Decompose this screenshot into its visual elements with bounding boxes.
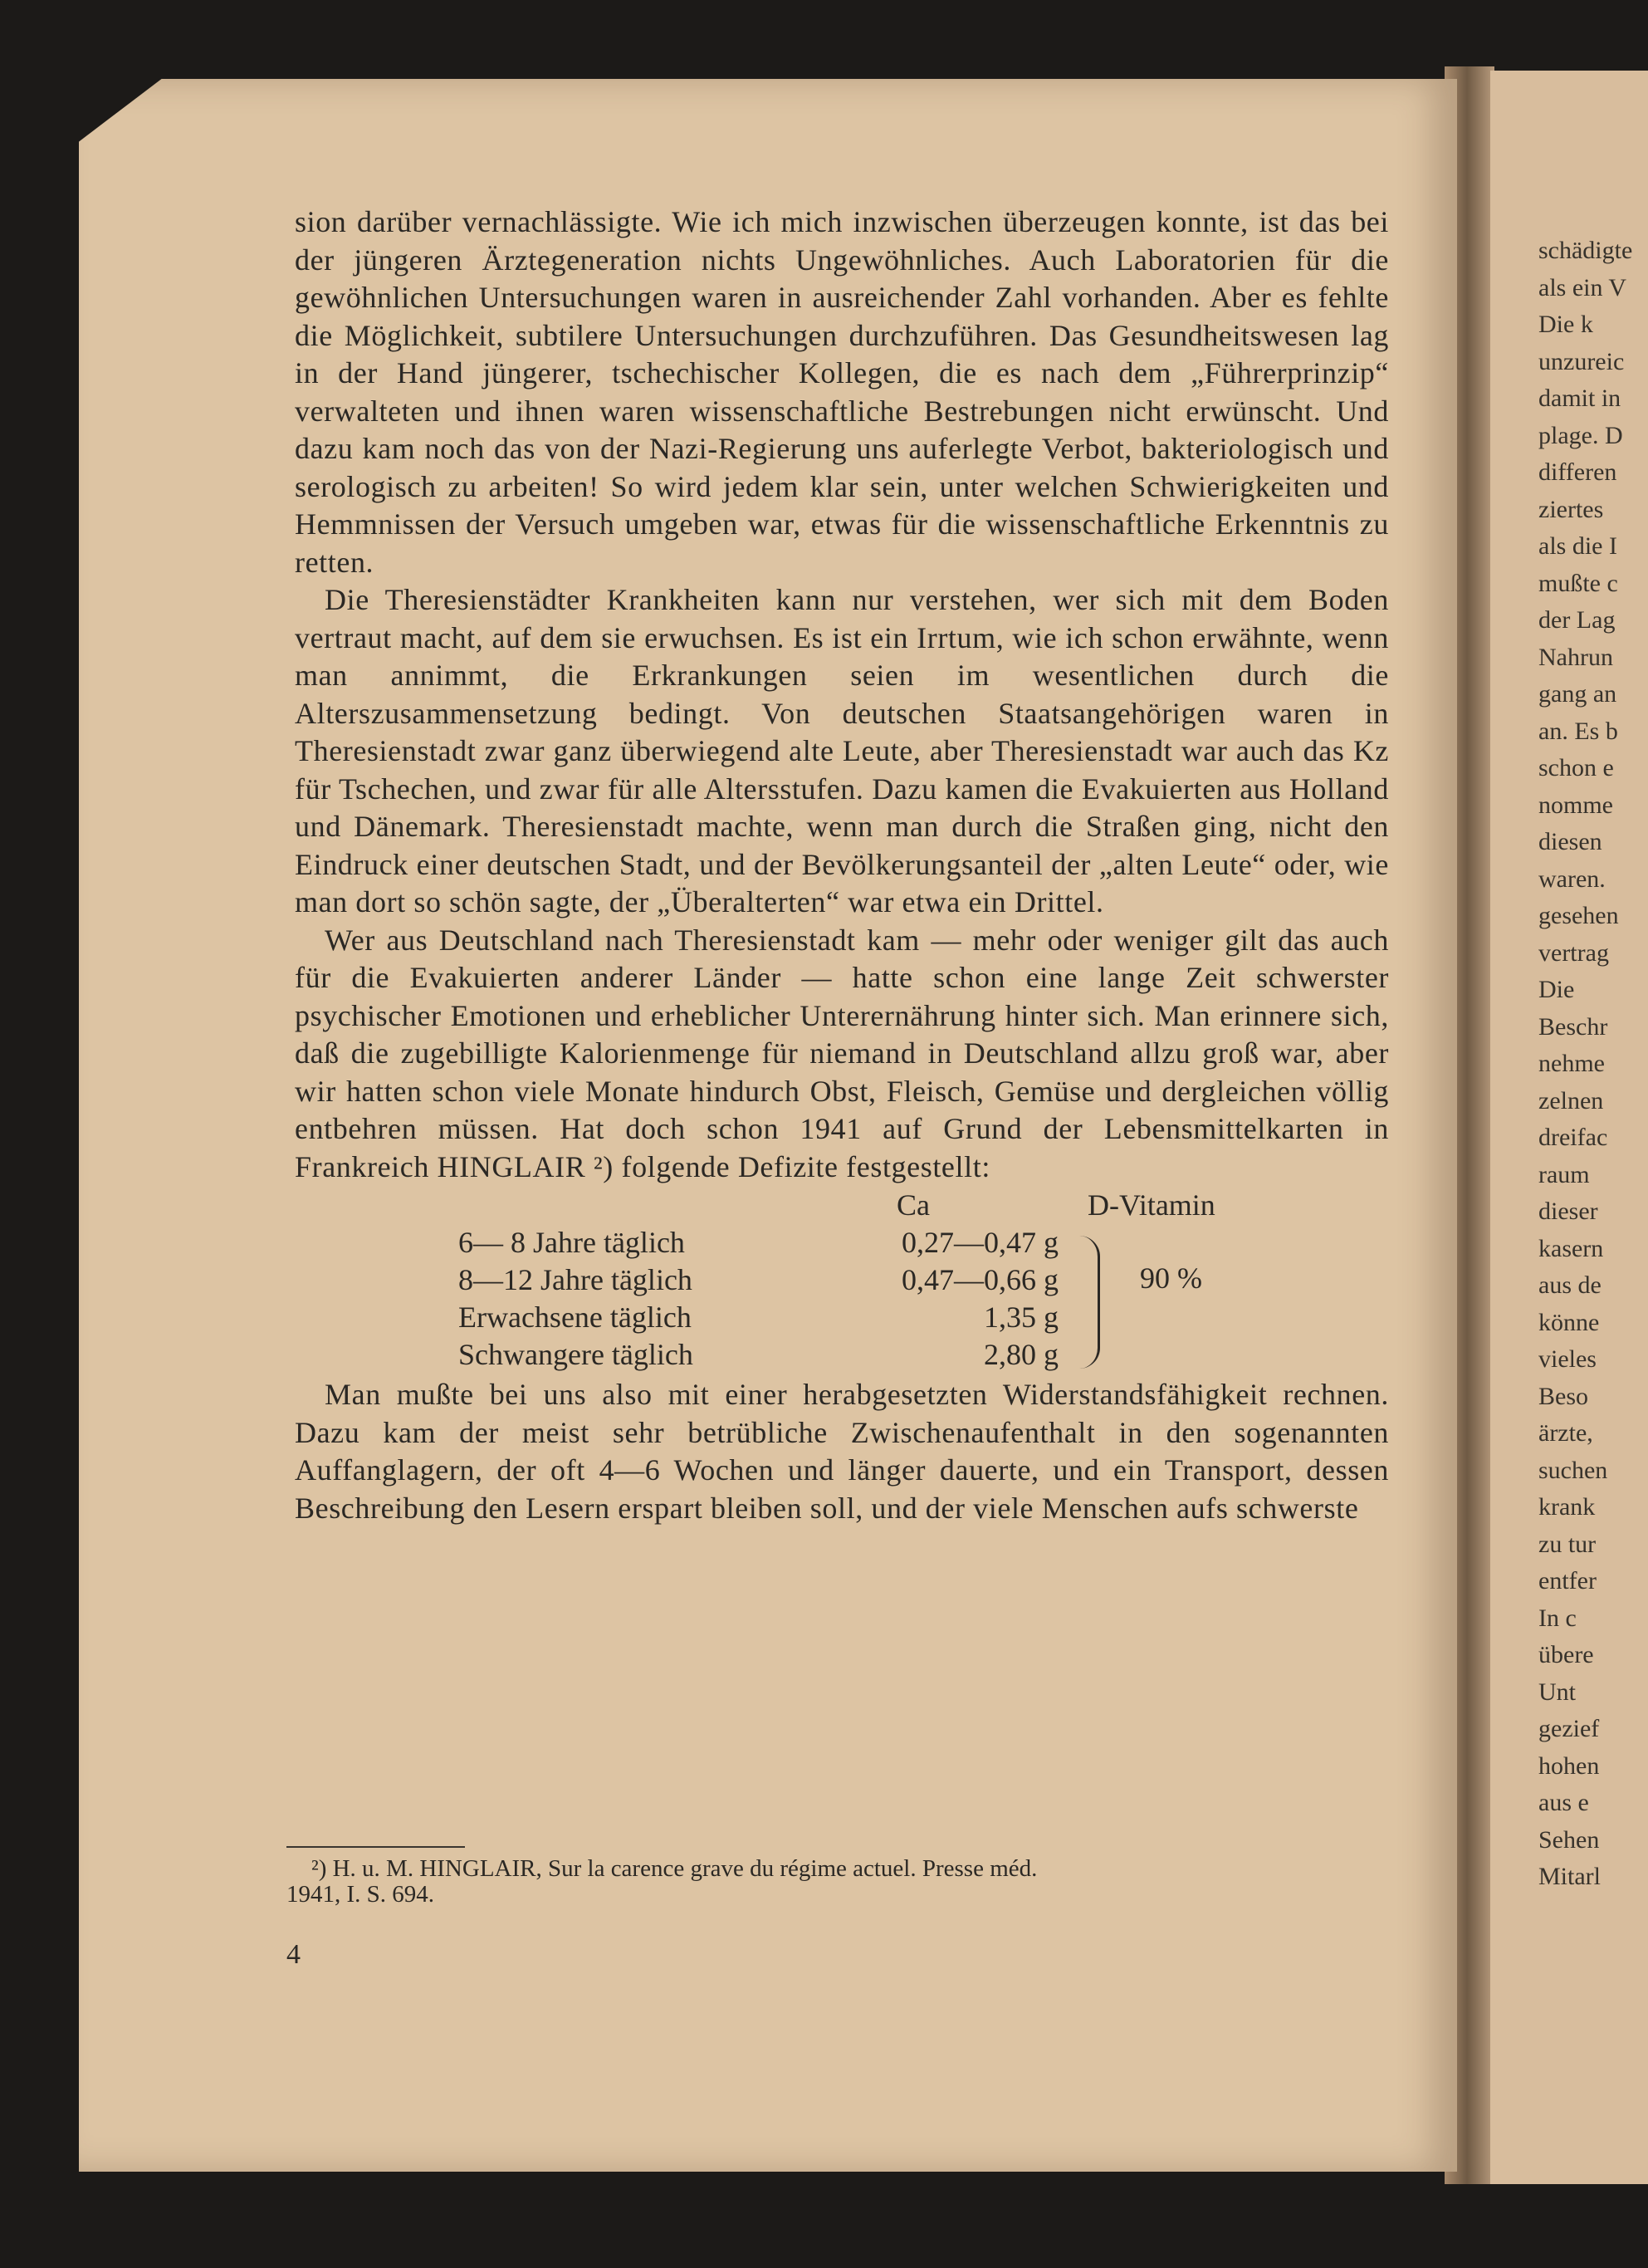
row-value: 0,47—0,66 g [902, 1263, 1059, 1296]
facing-page-fragment: hohen [1538, 1751, 1600, 1780]
facing-page-fragment: In c [1538, 1604, 1577, 1632]
row-value: 2,80 g [984, 1338, 1059, 1371]
facing-page-fragment: zu tur [1538, 1530, 1597, 1558]
row-label: 8—12 Jahre täglich [458, 1263, 692, 1296]
footnote-line: 1941, I. S. 694. [286, 1881, 435, 1908]
facing-page-fragment: differen [1538, 458, 1617, 486]
facing-page-fragment: Unt [1538, 1678, 1576, 1706]
main-text [295, 203, 1389, 1527]
d-vitamin-value: 90 % [1140, 1261, 1202, 1295]
table-row [295, 1337, 1291, 1374]
footnote-line: ²) H. u. M. HINGLAIR, Sur la carence grave du régime actuel. Presse méd. [311, 1855, 1038, 1882]
column-header-d-vitamin: D-Vitamin [1088, 1188, 1215, 1222]
facing-page-fragment: gesehen [1538, 902, 1619, 929]
facing-page-fragment: an. Es b [1538, 717, 1618, 745]
facing-page-fragment: Beso [1538, 1382, 1588, 1410]
facing-page-fragment: Sehen [1538, 1825, 1600, 1854]
facing-page-fragment: aus de [1538, 1271, 1602, 1299]
row-value: 1,35 g [984, 1301, 1059, 1334]
facing-page-fragment: dreifac [1538, 1124, 1608, 1151]
facing-page-fragment: Die [1538, 976, 1575, 1003]
facing-page-fragment: gang an [1538, 680, 1617, 708]
facing-page-fragment: unzureic [1538, 347, 1625, 375]
row-value: 0,27—0,47 g [902, 1226, 1059, 1259]
facing-page-fragment: entfer [1538, 1567, 1597, 1594]
facing-page-fragment: Die k [1538, 311, 1593, 338]
facing-page-fragment: waren. [1538, 865, 1606, 893]
facing-page-fragment: schon e [1538, 754, 1614, 781]
facing-page-fragment: Mitarl [1538, 1863, 1601, 1890]
row-label: Schwangere täglich [458, 1338, 693, 1371]
facing-page-fragment: Nahrun [1538, 643, 1613, 671]
facing-page-fragment: krank [1538, 1493, 1596, 1521]
facing-page-fragment: ärzte, [1538, 1419, 1593, 1447]
facing-page-fragment: zelnen [1538, 1086, 1604, 1114]
facing-page-fragment: kasern [1538, 1234, 1604, 1262]
facing-page [1490, 71, 1648, 2184]
facing-page-fragment: plage. D [1538, 421, 1623, 449]
facing-page-fragment: dieser [1538, 1198, 1598, 1225]
facing-page-fragment: damit in [1538, 385, 1621, 412]
facing-page-fragment: vertrag [1538, 938, 1609, 967]
facing-page-fragment: als ein V [1538, 273, 1627, 301]
deficit-table [295, 1188, 1389, 1371]
facing-page-fragment: könne [1538, 1308, 1600, 1336]
facing-page-fragment: Beschr [1538, 1012, 1608, 1041]
column-header-ca: Ca [897, 1188, 930, 1222]
footnote-divider [286, 1846, 465, 1848]
facing-page-fragment: diesen [1538, 828, 1602, 855]
page-number: 4 [286, 1939, 301, 1970]
paragraph: sion darüber vernachlässigte. Wie ich mich inzwischen überzeugen konnte, ist das bei der jüngeren Ärztegeneration nichts Ungewöhnliches. Auch Laboratorien für die gewöhnlichen Untersuchungen waren in ausreichender Zahl vorhanden. Aber es fehlte die Möglichkeit, subtilere Untersuchungen durchzuführen. Das Gesundheitswesen lag in der Hand jüngerer, tschechischer Kollegen, die es nach dem „Führerprinzip“ verwalteten und ihnen waren wissenschaftliche Bestrebungen nicht erwünscht. Und dazu kam noch das von der Nazi-Regierung uns auferlegte Verbot, bakteriologisch und serologisch zu arbeiten! So wird jedem klar sein, unter welchen Schwierigkeiten und Hemmnissen der Versuch umgeben war, etwas für die wissenschaftliche Erkenntnis zu retten. [295, 205, 1389, 579]
table-row [295, 1225, 1291, 1262]
facing-page-fragment: ziertes [1538, 495, 1604, 523]
paragraph: Man mußte bei uns also mit einer herabgesetzten Widerstandsfähigkeit rechnen. Dazu kam der meist sehr betrübliche Zwischenaufenthalt in den sogenannten Auffanglagern, der oft 4—6 Wochen und länger dauerte, und ein Transport, dessen Beschreibung den Lesern erspart bleiben soll, und der viele Menschen aufs schwerste [295, 1378, 1389, 1525]
paragraph: Wer aus Deutschland nach Theresienstadt kam — mehr oder weniger gilt das auch für die Evakuierten anderer Länder — hatte schon eine lange Zeit schwerster psychischer Emotionen und erheblicher Unterernährung hinter sich. Man erinnere sich, daß die zugebilligte Kalorienmenge für niemand in Deutschland allzu groß war, aber wir hatten schon viele Monate hindurch Obst, Fleisch, Gemüse und dergleichen völlig entbehren müssen. Hat doch schon 1941 auf Grund der Lebensmittelkarten in Frankreich HINGLAIR ²) folgende Defizite festgestellt: [295, 923, 1389, 1183]
paragraph: Die Theresienstädter Krankheiten kann nur verstehen, wer sich mit dem Boden vertraut macht, auf dem sie erwuchsen. Es ist ein Irrtum, wie ich schon erwähnte, wenn man annimmt, die Erkrankungen seien im wesentlichen durch die Alterszusammensetzung bedingt. Von deutschen Staatsangehörigen waren in Theresienstadt zwar ganz überwiegend alte Leute, aber Theresienstadt war auch das Kz für Tschechen, und zwar für alle Altersstufen. Dazu kamen die Evakuierten aus Holland und Dänemark. Theresienstadt machte, wenn man durch die Straßen ging, nicht den Eindruck einer deutschen Stadt, und der Bevölkerungsanteil der „alten Leute“ oder, wie man dort so schön sagte, der „Überalterten“ war etwa ein Drittel. [295, 583, 1389, 918]
row-label: 6— 8 Jahre täglich [458, 1226, 685, 1259]
facing-page-fragment: übere [1538, 1641, 1594, 1668]
facing-page-fragment: als die I [1538, 532, 1617, 560]
facing-page-fragment: suchen [1538, 1456, 1608, 1484]
facing-page-fragment: mußte c [1538, 569, 1618, 597]
facing-page-fragment: aus e [1538, 1789, 1589, 1816]
facing-page-fragment: schädigte [1538, 237, 1633, 264]
table-row [295, 1300, 1291, 1337]
facing-page-fragment: vieles [1538, 1345, 1597, 1373]
facing-page-fragment: nehme [1538, 1050, 1605, 1077]
footnote [286, 1855, 1391, 1908]
facing-page-fragment: nomme [1538, 791, 1613, 819]
brace-icon [1079, 1236, 1100, 1369]
facing-page-fragment: der Lag [1538, 606, 1616, 634]
facing-page-fragment: raum [1538, 1160, 1590, 1188]
row-label: Erwachsene täglich [458, 1301, 692, 1334]
facing-page-fragment: gezief [1538, 1715, 1600, 1742]
